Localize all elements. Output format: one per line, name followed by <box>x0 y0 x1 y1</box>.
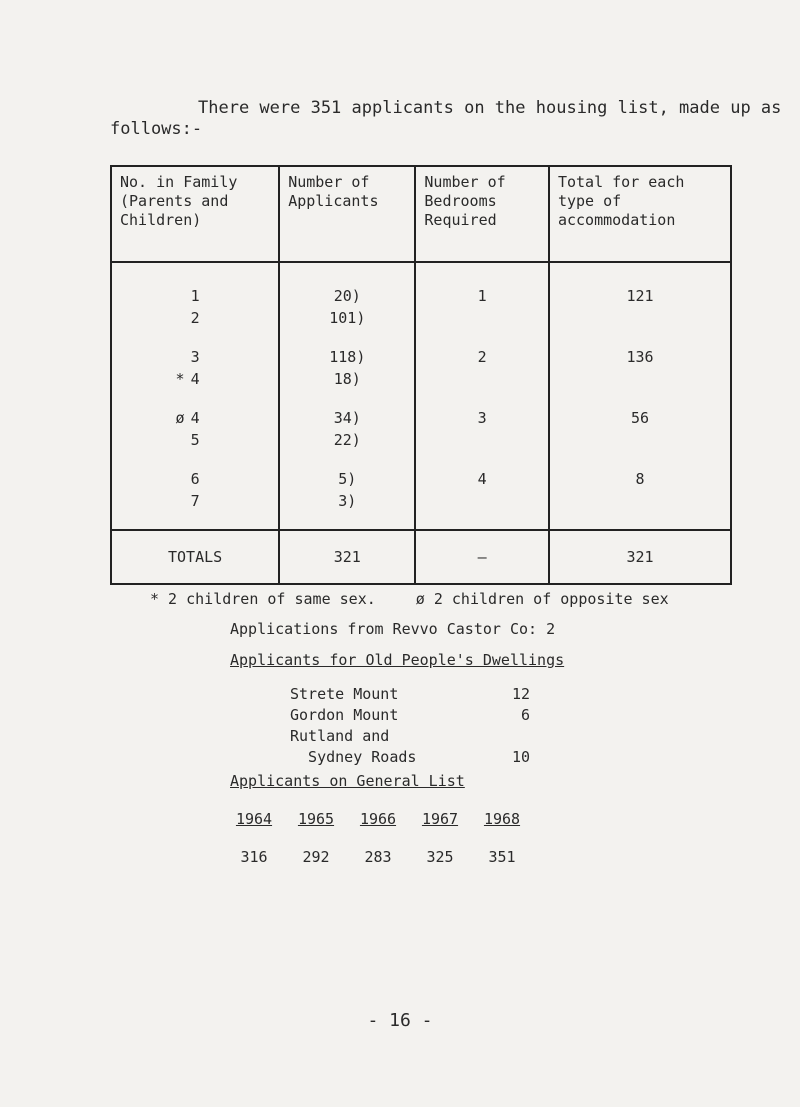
list-item: Rutland and <box>290 727 390 745</box>
year-label: 1966 <box>359 810 397 828</box>
applicants-value: 118) <box>329 348 366 366</box>
header-family: No. in Family (Parents and Children) <box>111 166 279 262</box>
footnote-line <box>150 590 669 608</box>
header-total: Total for each type of accommodation <box>549 166 731 262</box>
housing-table <box>110 165 732 585</box>
old-people-title: Applicants for Old People's Dwellings <box>230 651 565 669</box>
total-value: 136 <box>626 348 654 366</box>
bedrooms-value: 4 <box>477 470 487 488</box>
applicants-value: 101) <box>329 309 366 327</box>
table-header-row <box>111 166 731 262</box>
applicants-value: 34) <box>333 409 361 427</box>
year-count: 351 <box>488 848 516 866</box>
intro-line-1: There were 351 applicants on the housing list, made up as <box>198 98 782 118</box>
applicants-value: 20) <box>333 287 361 305</box>
list-item: Strete Mount 12 <box>290 685 530 703</box>
family-value-marked: * 4 <box>175 370 200 388</box>
applicants-column <box>279 262 415 530</box>
year-count: 325 <box>426 848 454 866</box>
total-value: 56 <box>630 409 650 427</box>
family-value: 1 <box>190 287 200 305</box>
bedrooms-column <box>415 262 549 530</box>
year-label: 1964 <box>235 810 273 828</box>
total-column <box>549 262 731 530</box>
year-label: 1968 <box>483 810 521 828</box>
bedrooms-value: 3 <box>477 409 487 427</box>
revvo-applications: Applications from Revvo Castor Co: 2 <box>230 620 556 638</box>
family-value-marked: ø 4 <box>175 409 200 427</box>
opposite-sex-mark: ø <box>175 409 185 427</box>
general-list-years <box>230 810 526 828</box>
family-value: 2 <box>190 309 200 327</box>
year-label: 1965 <box>297 810 335 828</box>
bedrooms-value: 2 <box>477 348 487 366</box>
list-item: Sydney Roads 10 <box>290 748 530 766</box>
footnote-opposite-sex: ø 2 children of opposite sex <box>415 590 669 608</box>
year-count: 316 <box>240 848 268 866</box>
intro-paragraph <box>110 98 782 140</box>
totals-applicants: 321 <box>279 530 415 584</box>
page-number: - 16 - <box>367 1010 433 1031</box>
bedrooms-value: 1 <box>477 287 487 305</box>
old-people-list <box>290 684 530 768</box>
year-label: 1967 <box>421 810 459 828</box>
intro-line-2: follows:- <box>110 119 203 139</box>
applicants-value: 22) <box>333 431 361 449</box>
header-applicants: Number of Applicants <box>279 166 415 262</box>
total-value: 8 <box>635 470 645 488</box>
applicants-value: 5) <box>338 470 357 488</box>
family-value: 3 <box>190 348 200 366</box>
list-item: Gordon Mount 6 <box>290 706 530 724</box>
family-value: 6 <box>190 470 200 488</box>
year-count: 283 <box>364 848 392 866</box>
totals-row <box>111 530 731 584</box>
total-value: 121 <box>626 287 654 305</box>
totals-total: 321 <box>549 530 731 584</box>
family-value: 7 <box>190 492 200 510</box>
footnote-same-sex: * 2 children of same sex. <box>150 590 376 608</box>
same-sex-mark: * <box>175 370 185 388</box>
table-body-row <box>111 262 731 530</box>
general-list-counts <box>230 848 526 866</box>
header-bedrooms: Number of Bedrooms Required <box>415 166 549 262</box>
applicants-value: 3) <box>338 492 357 510</box>
totals-label: TOTALS <box>111 530 279 584</box>
family-value: 5 <box>190 431 200 449</box>
general-list-title: Applicants on General List <box>230 772 465 790</box>
applicants-value: 18) <box>333 370 361 388</box>
family-column <box>111 262 279 530</box>
totals-bedrooms: – <box>415 530 549 584</box>
year-count: 292 <box>302 848 330 866</box>
